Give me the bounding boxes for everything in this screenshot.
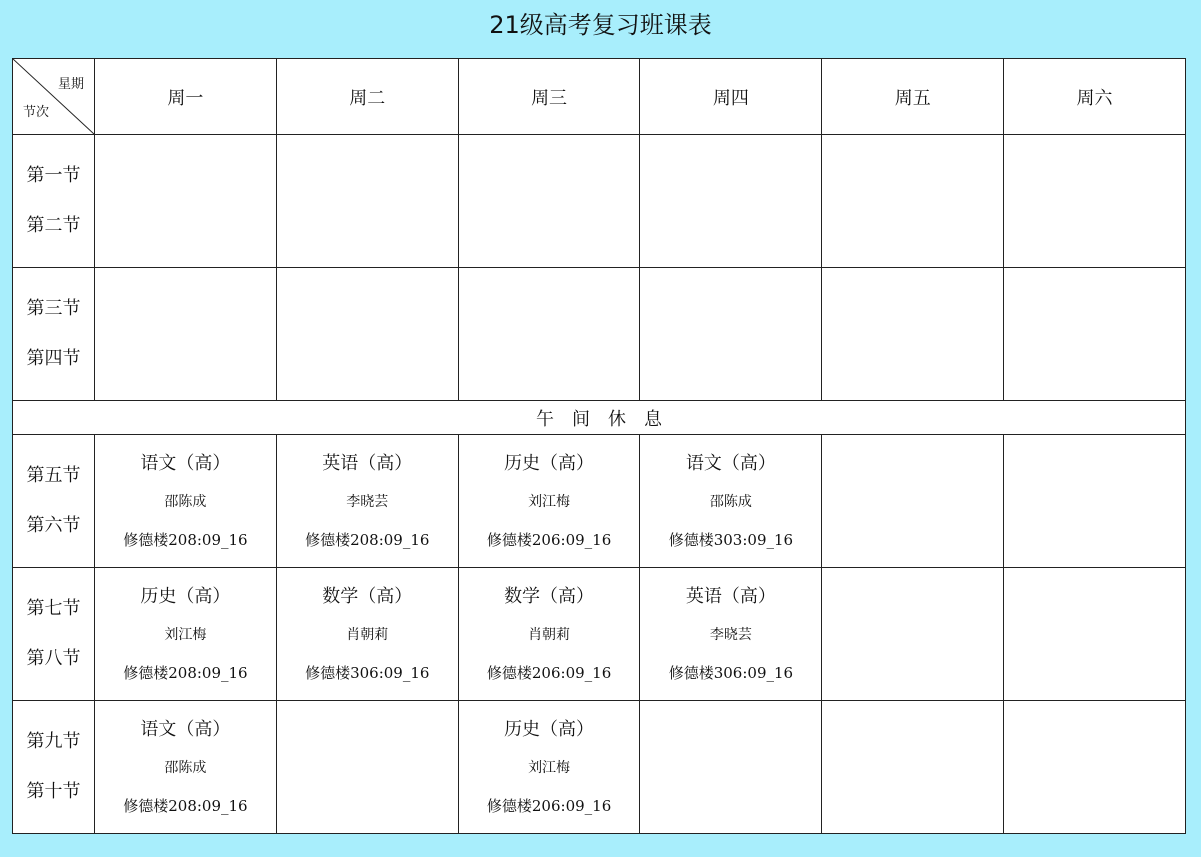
course-cell-thu — [640, 435, 822, 568]
period-label: 第六节 — [26, 515, 81, 536]
course-cell-mon — [95, 268, 277, 401]
course-cell-fri — [822, 701, 1004, 834]
room-info: 修德楼206:09_16 — [486, 531, 612, 549]
corner-period-label: 节次 — [23, 105, 50, 120]
teacher-name: 刘江梅 — [528, 494, 571, 510]
period-label: 第八节 — [26, 648, 81, 669]
period-label: 第三节 — [26, 298, 81, 319]
slot-row — [13, 701, 1186, 834]
course-entry — [95, 453, 276, 549]
course-entry — [277, 453, 458, 549]
room-info: 修德楼208:09_16 — [305, 531, 430, 549]
course-cell-wed — [458, 268, 640, 401]
course-cell-wed — [458, 568, 640, 701]
day-header-wed: 周三 — [458, 59, 640, 135]
header-row — [13, 59, 1186, 135]
period-cell — [13, 435, 95, 568]
corner-cell — [13, 59, 95, 135]
course-cell-tue — [276, 568, 458, 701]
course-entry — [277, 586, 458, 682]
period-label: 第五节 — [26, 465, 81, 486]
period-label: 第四节 — [26, 348, 81, 369]
course-cell-fri — [822, 268, 1004, 401]
course-cell-mon — [95, 435, 277, 568]
room-info: 修德楼206:09_16 — [486, 664, 612, 682]
teacher-name: 肖朝莉 — [528, 627, 571, 643]
course-entry — [640, 453, 821, 549]
course-cell-fri — [822, 135, 1004, 268]
course-cell-fri — [822, 435, 1004, 568]
course-entry — [640, 586, 821, 682]
period-cell — [13, 701, 95, 834]
teacher-name: 邵陈成 — [709, 494, 752, 510]
course-cell-tue — [276, 435, 458, 568]
teacher-name: 肖朝莉 — [346, 627, 389, 643]
course-cell-thu — [640, 701, 822, 834]
period-label: 第二节 — [26, 215, 81, 236]
period-cell — [13, 568, 95, 701]
course-cell-tue — [276, 701, 458, 834]
course-cell-sat — [1004, 135, 1186, 268]
lunch-break-row — [13, 401, 1186, 435]
day-header-mon: 周一 — [95, 59, 277, 135]
day-header-fri: 周五 — [822, 59, 1004, 135]
day-header-thu: 周四 — [640, 59, 822, 135]
course-cell-thu — [640, 268, 822, 401]
course-name: 历史（高） — [140, 586, 231, 607]
slot-row — [13, 435, 1186, 568]
course-cell-thu — [640, 135, 822, 268]
course-name: 英语（高） — [685, 586, 776, 607]
course-cell-mon — [95, 568, 277, 701]
course-cell-sat — [1004, 268, 1186, 401]
course-cell-wed — [458, 135, 640, 268]
course-entry — [459, 453, 640, 549]
course-cell-tue — [276, 268, 458, 401]
period-label: 第十节 — [26, 781, 81, 802]
course-cell-mon — [95, 701, 277, 834]
course-name: 英语（高） — [322, 453, 413, 474]
period-cell — [13, 268, 95, 401]
room-info: 修德楼208:09_16 — [123, 797, 248, 815]
lunch-break-label: 午间休息 — [13, 401, 1186, 435]
diagonal-divider — [13, 59, 94, 134]
course-name: 语文（高） — [140, 719, 231, 740]
room-info: 修德楼306:09_16 — [305, 664, 430, 682]
course-cell-wed — [458, 435, 640, 568]
timetable — [12, 58, 1186, 834]
room-info: 修德楼206:09_16 — [486, 797, 612, 815]
period-label: 第九节 — [26, 731, 81, 752]
course-name: 历史（高） — [504, 453, 595, 474]
course-cell-thu — [640, 568, 822, 701]
slot-row — [13, 568, 1186, 701]
slot-row — [13, 268, 1186, 401]
course-entry — [459, 586, 640, 682]
course-name: 数学（高） — [504, 586, 595, 607]
room-info: 修德楼303:09_16 — [668, 531, 794, 549]
course-name: 历史（高） — [504, 719, 595, 740]
page-title: 21级高考复习班课表 — [489, 11, 712, 39]
course-cell-sat — [1004, 435, 1186, 568]
room-info: 修德楼306:09_16 — [668, 664, 794, 682]
course-cell-tue — [276, 135, 458, 268]
teacher-name: 刘江梅 — [164, 627, 207, 643]
course-cell-sat — [1004, 701, 1186, 834]
course-cell-sat — [1004, 568, 1186, 701]
course-name: 语文（高） — [685, 453, 776, 474]
course-cell-wed — [458, 701, 640, 834]
teacher-name: 邵陈成 — [164, 494, 207, 510]
course-name: 语文（高） — [140, 453, 231, 474]
course-name: 数学（高） — [322, 586, 413, 607]
teacher-name: 李晓芸 — [709, 627, 752, 643]
corner-week-label: 星期 — [57, 77, 84, 92]
slot-row — [13, 135, 1186, 268]
course-entry — [95, 719, 276, 815]
course-cell-mon — [95, 135, 277, 268]
course-cell-fri — [822, 568, 1004, 701]
period-cell — [13, 135, 95, 268]
teacher-name: 李晓芸 — [346, 494, 389, 510]
day-header-tue: 周二 — [276, 59, 458, 135]
period-label: 第一节 — [26, 165, 81, 186]
room-info: 修德楼208:09_16 — [123, 664, 248, 682]
course-entry — [459, 719, 640, 815]
day-header-sat: 周六 — [1004, 59, 1186, 135]
teacher-name: 邵陈成 — [164, 760, 207, 776]
course-entry — [95, 586, 276, 682]
room-info: 修德楼208:09_16 — [123, 531, 248, 549]
teacher-name: 刘江梅 — [528, 760, 571, 776]
period-label: 第七节 — [26, 598, 81, 619]
